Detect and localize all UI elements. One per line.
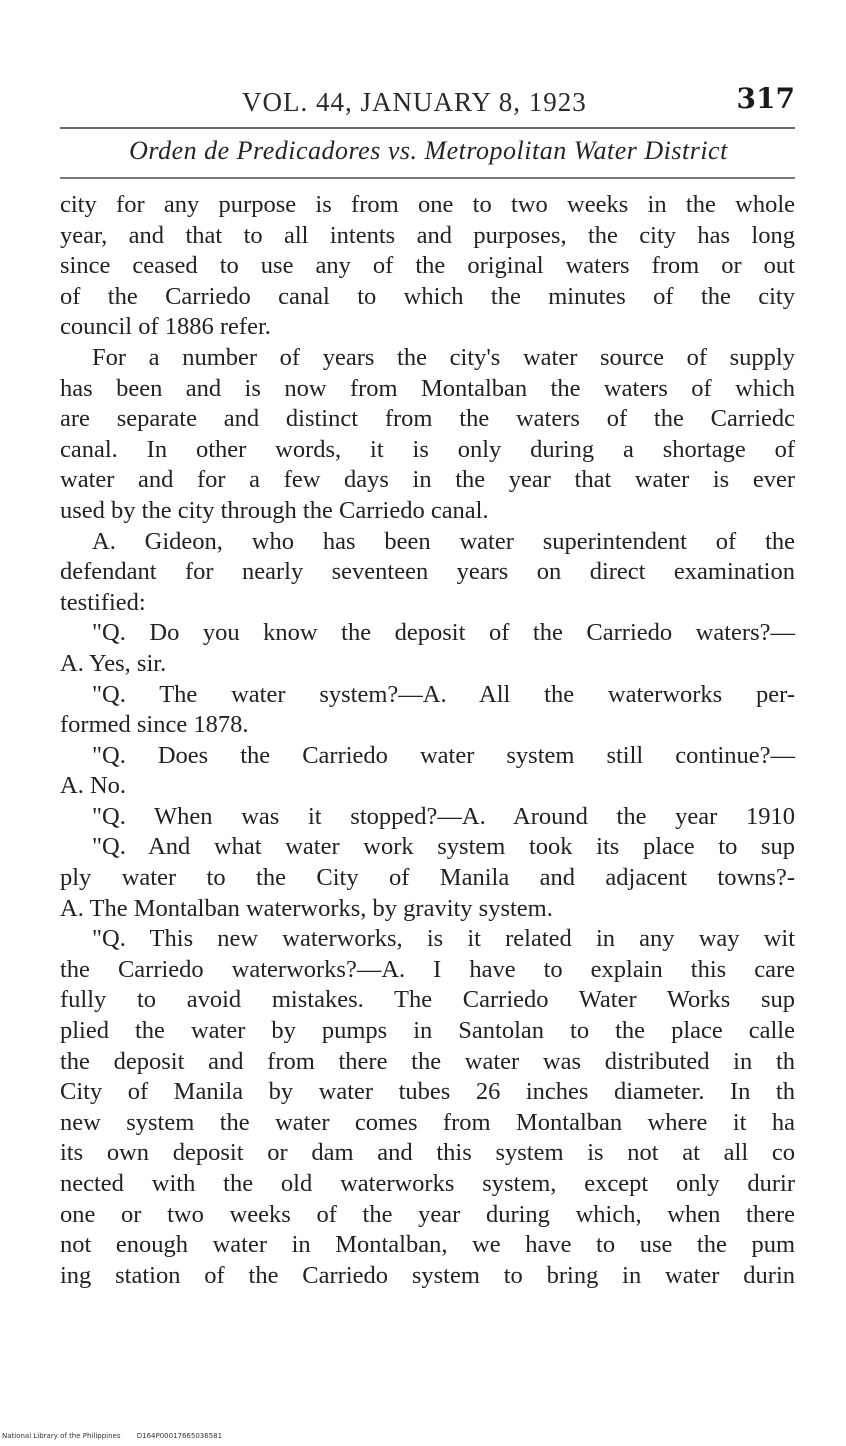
text-line: ing station of the Carriedo system to bring in water durin <box>60 1261 795 1289</box>
footer-library: National Library of the Philippines <box>2 1432 121 1440</box>
text-line: "Q. When was it stopped?—A. Around the year 1910 <box>92 802 795 830</box>
text-line: A. No. <box>60 772 127 800</box>
text-line: city for any purpose is from one to two weeks in the whole <box>60 191 795 218</box>
text-line: fully to avoid mistakes. The Carriedo Water Works sup <box>60 986 795 1014</box>
footer-code: D164P00017665036581 <box>136 1432 223 1440</box>
text-line: the Carriedo waterworks?—A. I have to explain this care <box>60 955 795 983</box>
case-title: Orden de Predicadores vs. Metropolitan Water District <box>129 136 728 165</box>
text-line: not enough water in Montalban, we have to use the pum <box>60 1231 795 1259</box>
text-line: For a number of years the city's water source of supply <box>92 343 795 371</box>
text-line: "Q. The water system?—A. All the waterworks per- <box>92 680 795 708</box>
text-line: "Q. Do you know the deposit of the Carriedo waters?— <box>92 619 795 647</box>
text-line: its own deposit or dam and this system is not at all co <box>60 1139 795 1167</box>
header-rule-top <box>60 127 795 129</box>
text-line: testified: <box>60 588 146 616</box>
text-line: one or two weeks of the year during which, when there <box>60 1200 795 1228</box>
text-line: new system the water comes from Montalban where it ha <box>60 1108 795 1136</box>
text-line: are separate and distinct from the waters of the Carriedc <box>60 405 795 433</box>
text-line: used by the city through the Carriedo canal. <box>60 496 489 524</box>
text-line: defendant for nearly seventeen years on direct examination <box>60 558 795 586</box>
body-text <box>60 190 795 1291</box>
text-line: of the Carriedo canal to which the minutes of the city <box>60 282 795 310</box>
text-line: year, and that to all intents and purposes, the city has long <box>60 221 795 249</box>
text-line: council of 1886 refer. <box>60 313 271 341</box>
header-rule-bottom <box>60 177 795 179</box>
text-line: A. Yes, sir. <box>60 649 167 677</box>
text-line: A. The Montalban waterworks, by gravity system. <box>60 894 553 922</box>
text-line: "Q. This new waterworks, is it related in any way wit <box>92 925 795 953</box>
text-line: A. Gideon, who has been water superintendent of the <box>92 527 795 555</box>
page-header <box>60 82 795 122</box>
text-line: ply water to the City of Manila and adjacent towns?- <box>60 864 795 892</box>
text-line: formed since 1878. <box>60 711 249 739</box>
text-line: plied the water by pumps in Santolan to the place calle <box>60 1017 795 1045</box>
text-line: canal. In other words, it is only during a shortage of <box>60 435 795 463</box>
scan-footer <box>2 1432 236 1440</box>
text-line: nected with the old waterworks system, except only durir <box>60 1170 795 1197</box>
text-line: the deposit and from there the water was distributed in th <box>60 1047 795 1075</box>
text-line: water and for a few days in the year that water is ever <box>60 466 795 494</box>
page-number: 317 <box>736 82 795 115</box>
text-line: since ceased to use any of the original waters from or out <box>60 252 795 280</box>
text-line: "Q. Does the Carriedo water system still continue?— <box>92 741 795 769</box>
text-line: City of Manila by water tubes 26 inches diameter. In th <box>60 1078 795 1106</box>
text-line: has been and is now from Montalban the waters of which <box>60 374 795 402</box>
volume-line: VOL. 44, JANUARY 8, 1923 <box>242 87 587 117</box>
text-line: "Q. And what water work system took its place to sup <box>92 833 795 861</box>
